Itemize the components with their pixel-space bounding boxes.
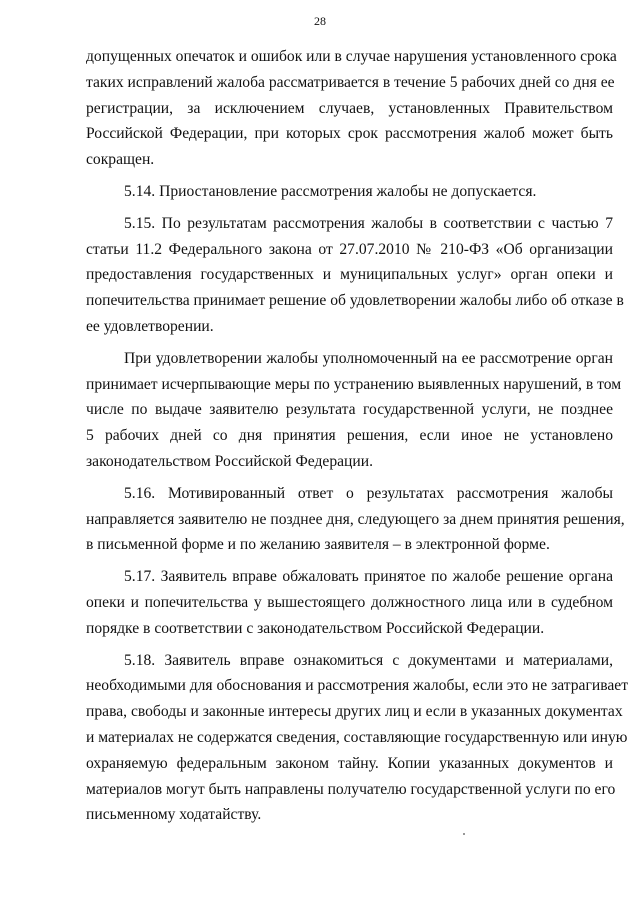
text-line: Российской Федерации, при которых срок рассмотрения жалоб может быть [86,125,613,143]
text-line: статьи 11.2 Федерального закона от 27.07.2010 № 210-ФЗ «Об организации [86,240,613,258]
text-line: принимает исчерпывающие меры по устранению выявленных нарушений, в том [86,375,622,393]
text-line: материалов могут быть направлены получателю государственной услуги по его [86,780,616,798]
text-line: 5.15. По результатам рассмотрения жалобы в соответствии с частью 7 [124,214,613,232]
text-line: опеки и попечительства у вышестоящего должностного лица или в судебном [86,593,613,611]
text-line: сокращен. [86,151,155,169]
scan-speck [463,833,465,835]
text-line: ее удовлетворении. [86,317,214,335]
text-line: в письменной форме и по желанию заявителя – в электронной форме. [86,536,550,554]
text-line: 5.18. Заявитель вправе ознакомиться с документами и материалами, [124,651,613,669]
text-line: и материалах не содержатся сведения, составляющие государственную или иную [86,728,628,746]
text-line: 5.16. Мотивированный ответ о результатах рассмотрения жалобы [124,484,613,502]
text-line: При удовлетворении жалобы уполномоченный на ее рассмотрение орган [124,349,613,367]
text-line: регистрации, за исключением случаев, установленных Правительством [86,99,613,117]
text-line: права, свободы и законные интересы других лиц и если в указанных документах [86,703,623,721]
paragraph-5-15 [86,211,624,340]
paragraph-5-17 [86,564,613,641]
document-body [86,44,629,828]
text-line: письменному ходатайству. [86,806,262,824]
page-number: 28 [314,14,326,28]
text-line: порядке в соответствии с законодательством Российской Федерации. [86,619,545,637]
text-line: предоставления государственных и муниципальных услуг» орган опеки и [86,266,613,284]
text-line: 5.17. Заявитель вправе обжаловать принятое по жалобе решение органа [124,568,613,586]
text-line: охраняемую федеральным законом тайну. Копии указанных документов и [86,754,613,772]
paragraph-5-16 [86,481,625,558]
text-line: 5 рабочих дней со дня принятия решения, если иное не установлено [86,427,613,445]
text-line: таких исправлений жалоба рассматривается в течение 5 рабочих дней со дня ее [86,73,615,91]
paragraph-5-13-continuation [86,44,617,173]
text-line: числе по выдаче заявителю результата государственной услуги, не позднее [86,401,613,419]
text-line: законодательством Российской Федерации. [86,452,373,470]
text-line: попечительства принимает решение об удовлетворении жалобы либо об отказе в [86,292,624,310]
paragraph-5-14 [86,179,613,205]
text-line: направляется заявителю не позднее дня, следующего за днем принятия решения, [86,510,625,528]
text-line: допущенных опечаток и ошибок или в случае нарушения установленного срока [86,48,617,65]
text-line: 5.14. Приостановление рассмотрения жалобы не допускается. [124,182,537,200]
paragraph-5-18 [86,648,629,829]
paragraph-satisfaction [86,346,622,475]
text-line: необходимыми для обоснования и рассмотрения жалобы, если это не затрагивает [86,677,629,695]
